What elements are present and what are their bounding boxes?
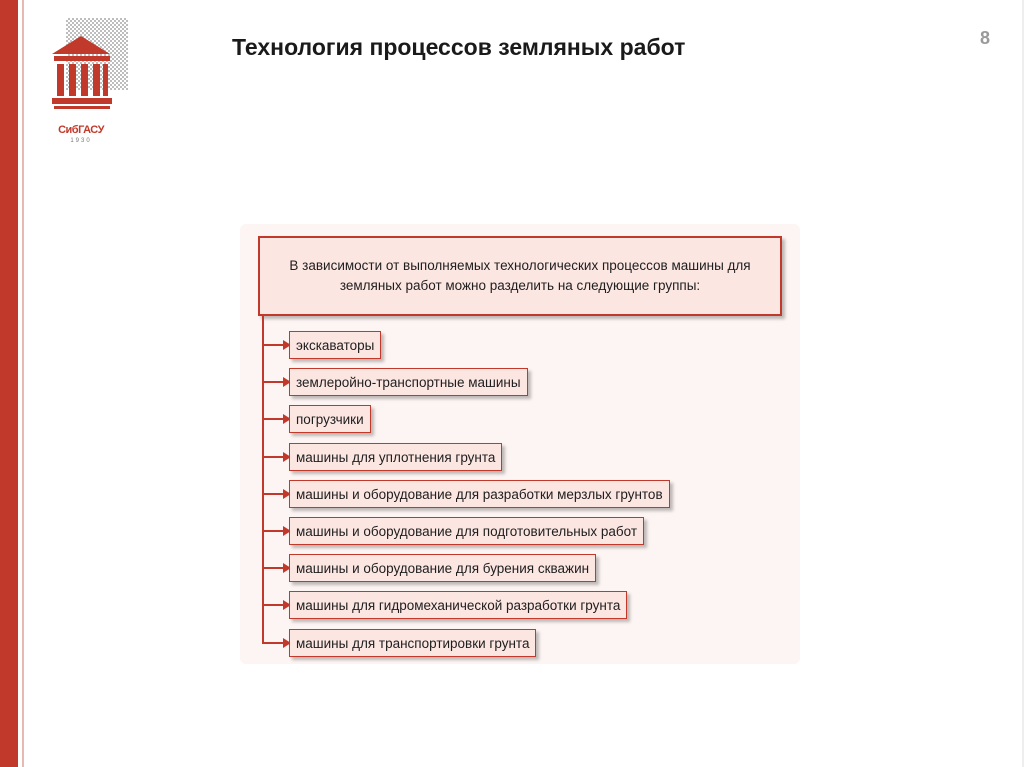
diagram-arrow [262, 418, 284, 420]
university-logo [48, 18, 132, 146]
diagram-arrow [262, 567, 284, 569]
diagram-item-box [289, 591, 627, 619]
diagram-item-box [289, 480, 670, 508]
logo-year: 1930 [70, 138, 92, 144]
diagram-item-label: машины для транспортировки грунта [296, 635, 530, 651]
diagram-arrow [262, 604, 284, 606]
building-logo-icon [48, 18, 132, 122]
logo-acronym: СибГАСУ [58, 124, 104, 136]
diagram-item-label: машины для гидромеханической разработки грунта [296, 597, 621, 613]
diagram-item-label: погрузчики [296, 411, 364, 427]
diagram-header-text: В зависимости от выполняемых технологических процессов машины для земляных работ можно разделить на следующие группы: [289, 258, 751, 293]
diagram-item-box [289, 517, 644, 545]
left-accent-bar [0, 0, 18, 767]
diagram-trunk-line [262, 316, 264, 644]
diagram-item-label: машины и оборудование для разработки мерзлых грунтов [296, 486, 663, 502]
diagram-item-box [289, 331, 381, 359]
diagram-item-label: машины и оборудование для бурения скважин [296, 560, 590, 576]
diagram-item-label: экскаваторы [296, 337, 375, 353]
diagram-arrow [262, 456, 284, 458]
diagram-arrow [262, 530, 284, 532]
diagram-item-label: машины для уплотнения грунта [296, 449, 496, 465]
diagram-item-label: машины и оборудование для подготовительных работ [296, 523, 638, 539]
slide-title: Технология процессов земляных работ [232, 34, 686, 60]
diagram-item-label: землеройно-транспортные машины [296, 374, 521, 390]
diagram-arrow [262, 381, 284, 383]
diagram-arrow [262, 642, 284, 644]
diagram-arrow [262, 344, 284, 346]
diagram-item-box [289, 368, 528, 396]
diagram-item-box [289, 443, 502, 471]
diagram-item-box [289, 405, 371, 433]
diagram-arrow [262, 493, 284, 495]
diagram-item-box [289, 629, 536, 657]
slide-number: 8 [980, 28, 991, 48]
diagram-header-box [258, 236, 782, 316]
diagram-item-box [289, 554, 596, 582]
left-divider-line [22, 0, 24, 767]
